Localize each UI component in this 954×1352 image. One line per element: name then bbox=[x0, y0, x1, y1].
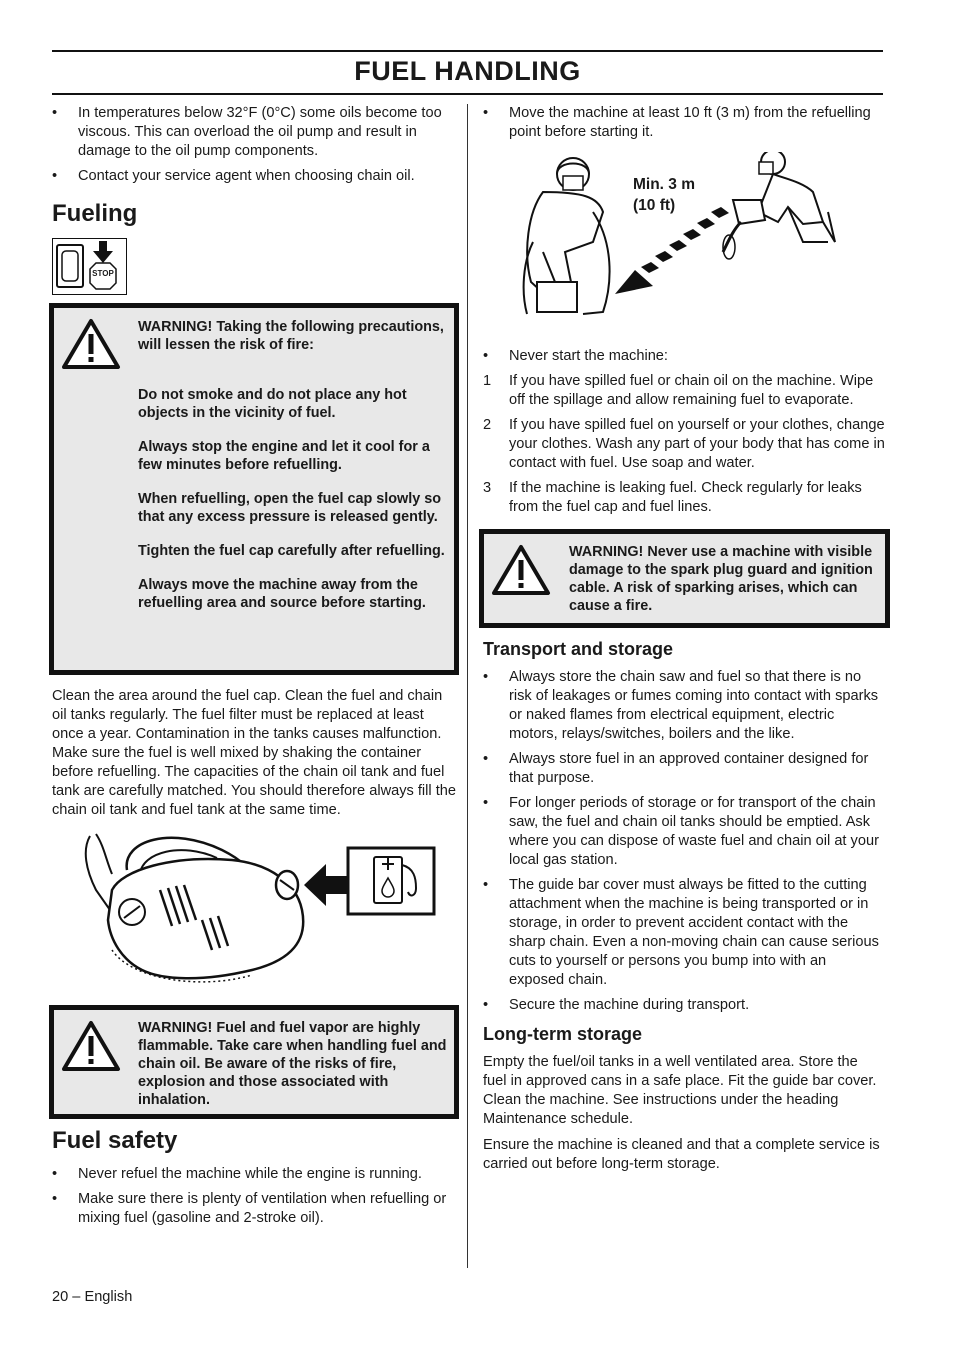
transport-heading: Transport and storage bbox=[483, 639, 674, 659]
warning-text: WARNING! Never use a machine with visible damage to the spark plug guard and ignition cable. A risk of sparking arises, which can cause a fire. bbox=[569, 544, 873, 614]
longterm-paragraph: Empty the fuel/oil tanks in a well ventilated area. Store the fuel in approved cans in a safe place. Fit the guide bar cover. Clean the machine. See instructions under the heading Maintenance schedule. bbox=[483, 1054, 877, 1127]
intro-bullet-list bbox=[52, 104, 457, 186]
warning-text: WARNING! Fuel and fuel vapor are highly flammable. Take care when handling fuel and chain oil. Be aware of the risks of fire, explosion and those associated with inhalation. bbox=[138, 1020, 447, 1108]
warning-item: Do not smoke and do not place any hot objects in the vicinity of fuel. bbox=[138, 387, 407, 421]
list-item: • Contact your service agent when choosing chain oil. bbox=[52, 167, 457, 186]
distance-illustration bbox=[483, 152, 885, 322]
warning-spark-plug bbox=[479, 529, 890, 628]
fuel-safety-list bbox=[52, 1165, 457, 1228]
list-item: 3 If the machine is leaking fuel. Check regularly for leaks from the fuel cap and fuel lines. bbox=[483, 480, 862, 515]
longterm-paragraph: Ensure the machine is cleaned and that a complete service is carried out before long-term storage. bbox=[483, 1137, 880, 1172]
fuel-safety-heading: Fuel safety bbox=[52, 1127, 178, 1154]
longterm-heading: Long-term storage bbox=[483, 1024, 643, 1044]
page-footer: 20 – English bbox=[52, 1289, 133, 1305]
warning-triangle-icon bbox=[61, 318, 121, 370]
warning-triangle-icon bbox=[61, 1020, 121, 1072]
header-top-rule bbox=[52, 50, 883, 52]
list-item: • Move the machine at least 10 ft (3 m) from the refuelling point before starting it. bbox=[483, 104, 885, 142]
warning-item: Tighten the fuel cap carefully after refuelling. bbox=[138, 543, 445, 559]
move-machine-list bbox=[483, 104, 885, 142]
stop-label: STOP bbox=[92, 269, 114, 278]
warning-item: When refuelling, open the fuel cap slowly so that any excess pressure is released gently. bbox=[138, 491, 442, 525]
list-item: 1 If you have spilled fuel or chain oil on the machine. Wipe off the spillage and allow remaining fuel to evaporate. bbox=[483, 373, 874, 408]
warning-flammable bbox=[49, 1005, 459, 1119]
never-start-list bbox=[483, 347, 885, 366]
warning-triangle-icon bbox=[491, 544, 551, 596]
list-item: • For longer periods of storage or for transport of the chain saw, the fuel and chain oil tanks should be emptied. Ask where you can dispose of waste fuel and chain oil at your local gas station. bbox=[483, 794, 885, 870]
list-item: • The guide bar cover must always be fitted to the cutting attachment when the machine is being transported or in storage, in order to prevent accident contact with the sharp chain. Even a non-moving chain can cause serious cuts to yourself or persons you bump into with an exposed chain. bbox=[483, 876, 885, 990]
column-divider bbox=[467, 104, 468, 1268]
right-column bbox=[483, 104, 885, 1174]
fueling-heading: Fueling bbox=[52, 200, 138, 227]
stop-engine-symbol bbox=[52, 238, 127, 295]
fueling-paragraph: Clean the area around the fuel cap. Clean the fuel and chain oil tanks regularly. The fuel filter must be replaced at least once a year. Contamination in the tanks causes malfunction. Make sure the fuel is well mixed by shaking the container before refuelling. The capacities of the chain oil tank and fuel tank are carefully matched. You should therefore always fill the chain oil tank and fuel tank at the same time. bbox=[52, 688, 456, 818]
chainsaw-fuel-cap-icon bbox=[52, 830, 457, 995]
transport-list bbox=[483, 668, 885, 1015]
list-item: • Make sure there is plenty of ventilation when refuelling or mixing fuel (gasoline and 2-stroke oil). bbox=[52, 1190, 457, 1228]
left-column bbox=[52, 104, 457, 1234]
list-item: • Always store fuel in an approved container designed for that purpose. bbox=[483, 750, 885, 788]
list-item: • In temperatures below 32°F (0°C) some oils become too viscous. This can overload the oil pump and result in damage to the oil pump components. bbox=[52, 104, 457, 161]
fuel-cap-illustration bbox=[52, 830, 457, 995]
warning-item: Always stop the engine and let it cool for a few minutes before refuelling. bbox=[138, 439, 430, 473]
list-item: • Always store the chain saw and fuel so that there is no risk of leakages or fumes coming into contact with sparks or naked flames from electrical equipment, electric motors, relays/switches, boilers and the like. bbox=[483, 668, 885, 744]
warning-item: Always move the machine away from the refuelling area and source before starting. bbox=[138, 577, 426, 611]
warning-fire-precautions bbox=[49, 303, 459, 675]
list-item: • Secure the machine during transport. bbox=[483, 996, 885, 1015]
distance-caption: Min. 3 m bbox=[633, 176, 696, 193]
stop-engine-icon bbox=[53, 239, 126, 294]
list-item: • Never start the machine: bbox=[483, 347, 885, 366]
header-bottom-rule bbox=[52, 93, 883, 95]
distance-caption-imperial: (10 ft) bbox=[633, 197, 676, 214]
warning-title: WARNING! Taking the following precautions, will lessen the risk of fire: bbox=[138, 319, 444, 353]
list-item: 2 If you have spilled fuel on yourself or your clothes, change your clothes. Wash any part of your body that has come in contact with fuel. Use soap and water. bbox=[483, 417, 885, 471]
numbered-list bbox=[483, 372, 885, 517]
page-title: FUEL HANDLING bbox=[354, 56, 581, 86]
list-item: • Never refuel the machine while the engine is running. bbox=[52, 1165, 457, 1184]
